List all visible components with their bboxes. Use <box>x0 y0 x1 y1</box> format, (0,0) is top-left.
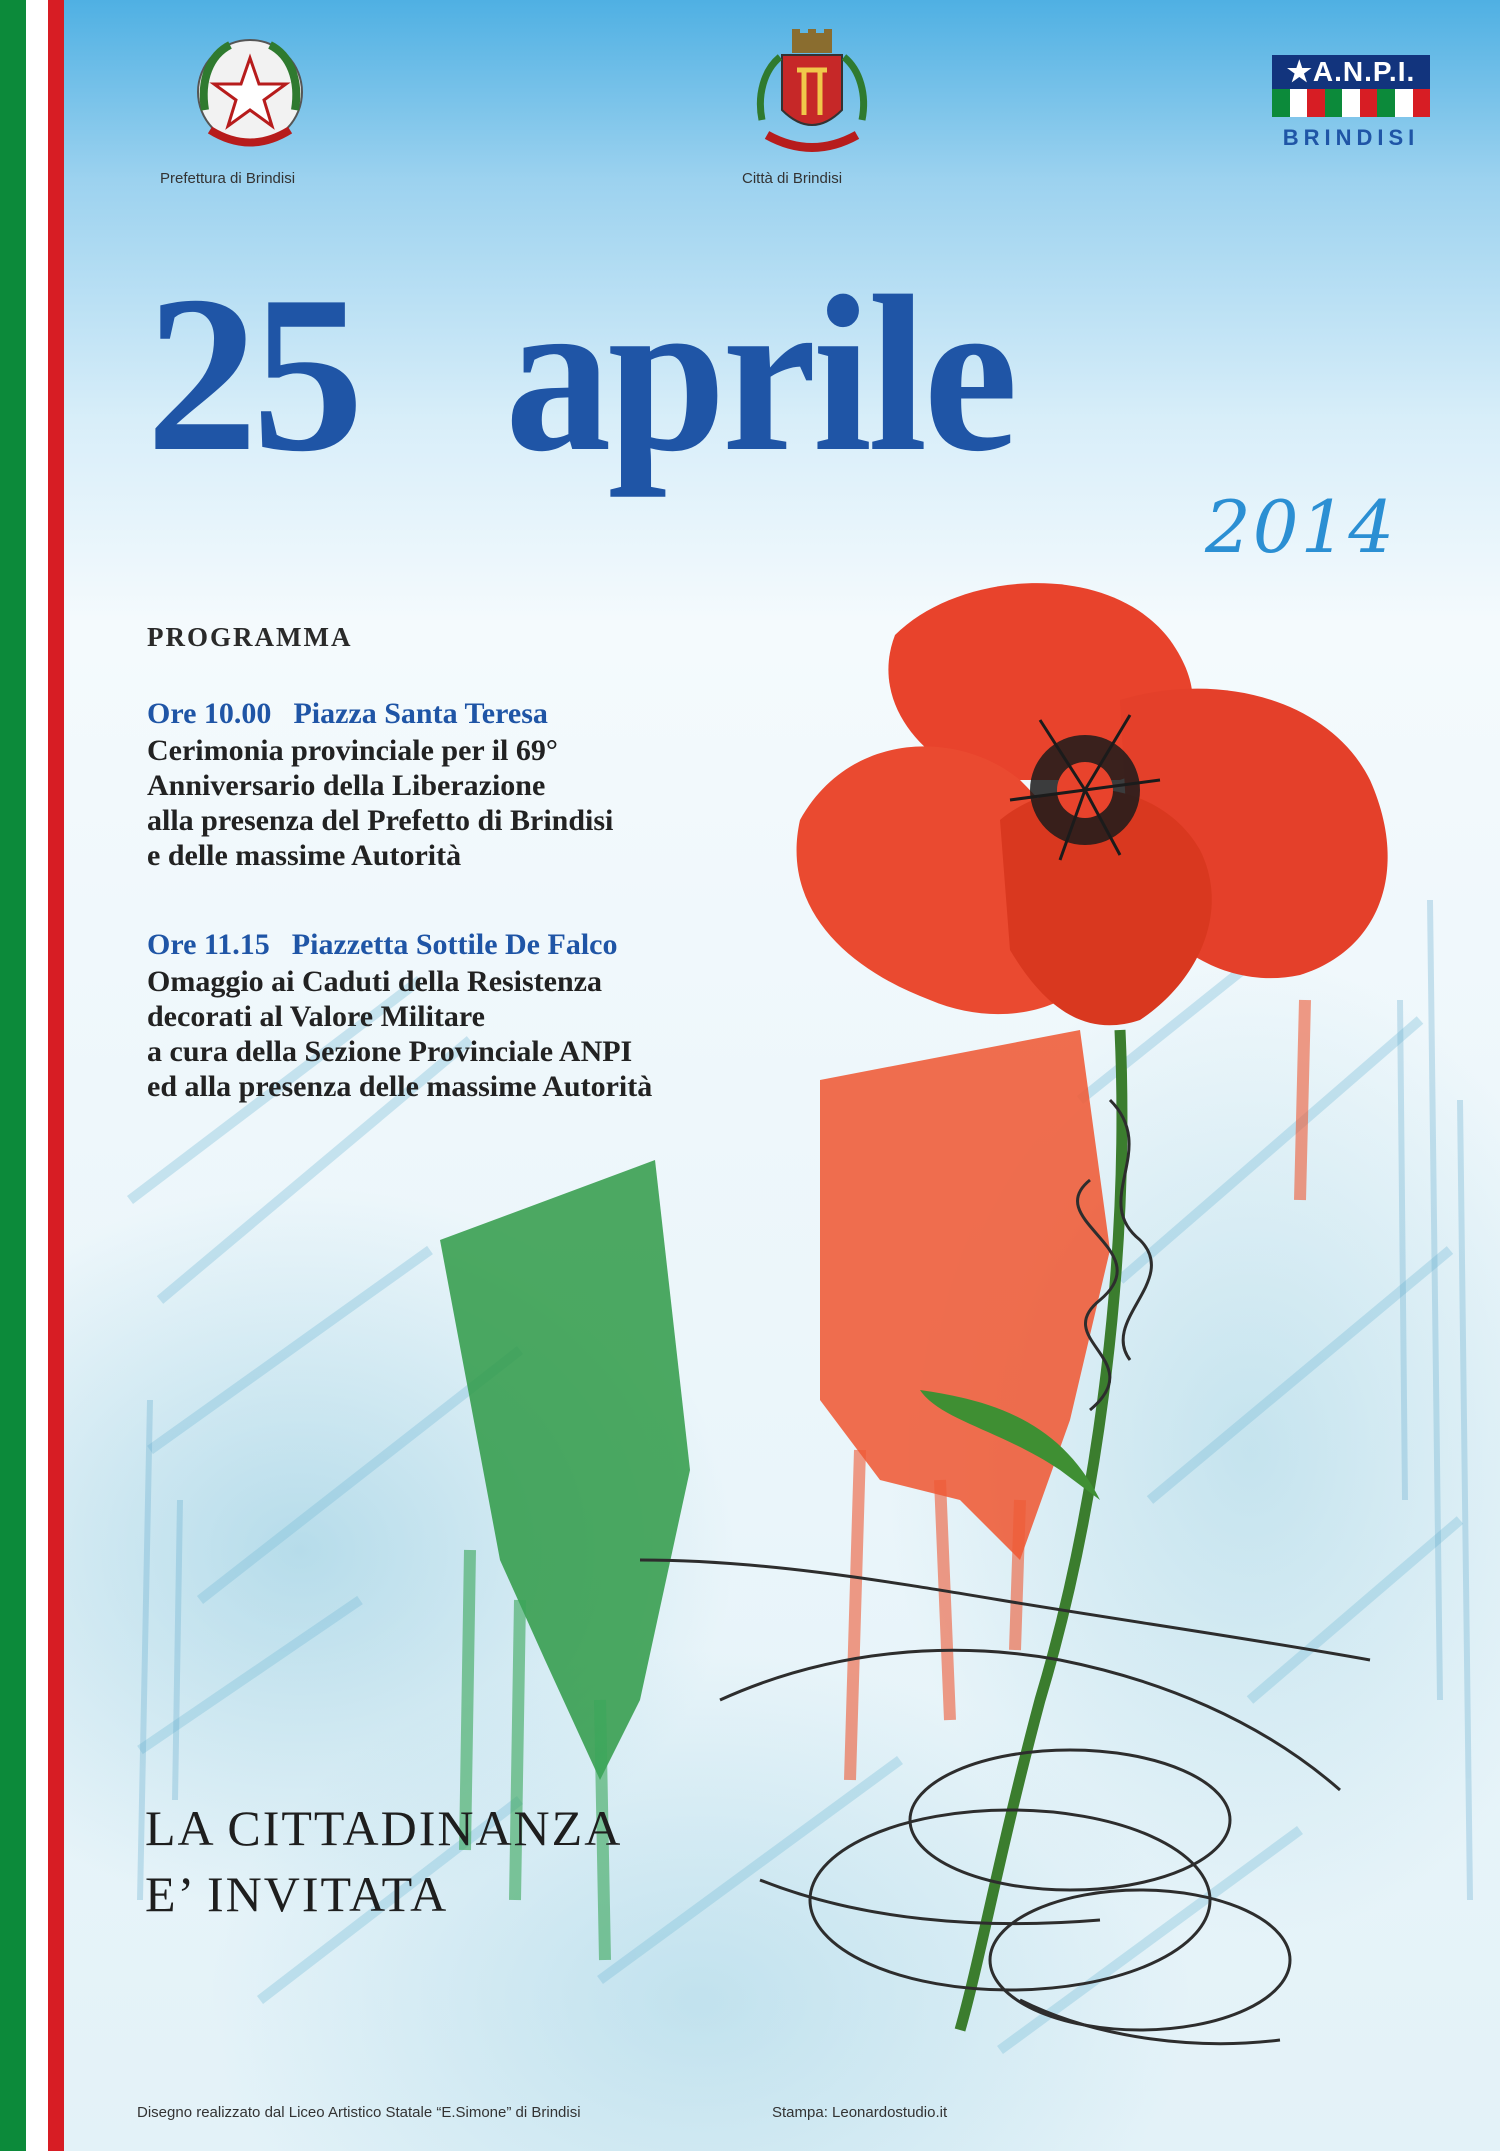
event-time-place <box>147 695 613 733</box>
title-number: 25 <box>146 250 358 498</box>
invitation <box>145 1795 622 1927</box>
title-word: aprile <box>505 250 1015 498</box>
logo-prefettura <box>185 30 315 160</box>
event-place: Piazzetta Sottile De Falco <box>291 928 618 961</box>
event-time: Ore 11.15 <box>147 928 270 961</box>
italian-republic-emblem-icon <box>185 30 315 160</box>
invitation-line: E’ INVITATA <box>145 1866 449 1922</box>
event-description-line: Anniversario della Liberazione <box>147 769 546 802</box>
event-description-line: alla presenza del Prefetto di Brindisi <box>147 804 614 837</box>
anpi-flag-bars <box>1272 89 1430 117</box>
event-description-line: decorati al Valore Militare <box>147 1000 485 1033</box>
invitation-line: LA CITTADINANZA <box>145 1800 623 1856</box>
footer-credit: Disegno realizzato dal Liceo Artistico Statale “E.Simone” di Brindisi <box>137 2104 581 2121</box>
event-place: Piazza Santa Teresa <box>293 697 548 730</box>
logo-anpi <box>1272 55 1430 151</box>
footer-print: Stampa: Leonardostudio.it <box>772 2104 948 2121</box>
star-icon: ★ <box>1286 56 1313 87</box>
event-description-line: e delle massime Autorità <box>147 839 462 872</box>
event-description-line: a cura della Sezione Provinciale ANPI <box>147 1035 633 1068</box>
event-time: Ore 10.00 <box>147 697 272 730</box>
event-time-place <box>147 926 652 964</box>
logo-citta <box>742 25 882 165</box>
logo-prefettura-caption: Prefettura di Brindisi <box>160 170 296 187</box>
flag-green-stroke <box>440 1160 690 1780</box>
anpi-label <box>1272 55 1430 89</box>
event-description-line: Omaggio ai Caduti della Resistenza <box>147 965 602 998</box>
anpi-city: BRINDISI <box>1282 125 1420 150</box>
title-year: 2014 <box>1205 485 1397 569</box>
logo-citta-caption: Città di Brindisi <box>742 170 843 187</box>
anpi-label-text: A.N.P.I. <box>1312 56 1416 87</box>
poppy-flower <box>797 583 1388 1025</box>
programma-heading: PROGRAMMA <box>147 622 353 652</box>
city-coat-of-arms-icon <box>742 25 882 165</box>
event-description-line: ed alla presenza delle massime Autorità <box>147 1070 653 1103</box>
event-description-line: Cerimonia provinciale per il 69° <box>147 734 558 767</box>
event-item <box>147 926 652 1104</box>
event-item <box>147 695 613 873</box>
